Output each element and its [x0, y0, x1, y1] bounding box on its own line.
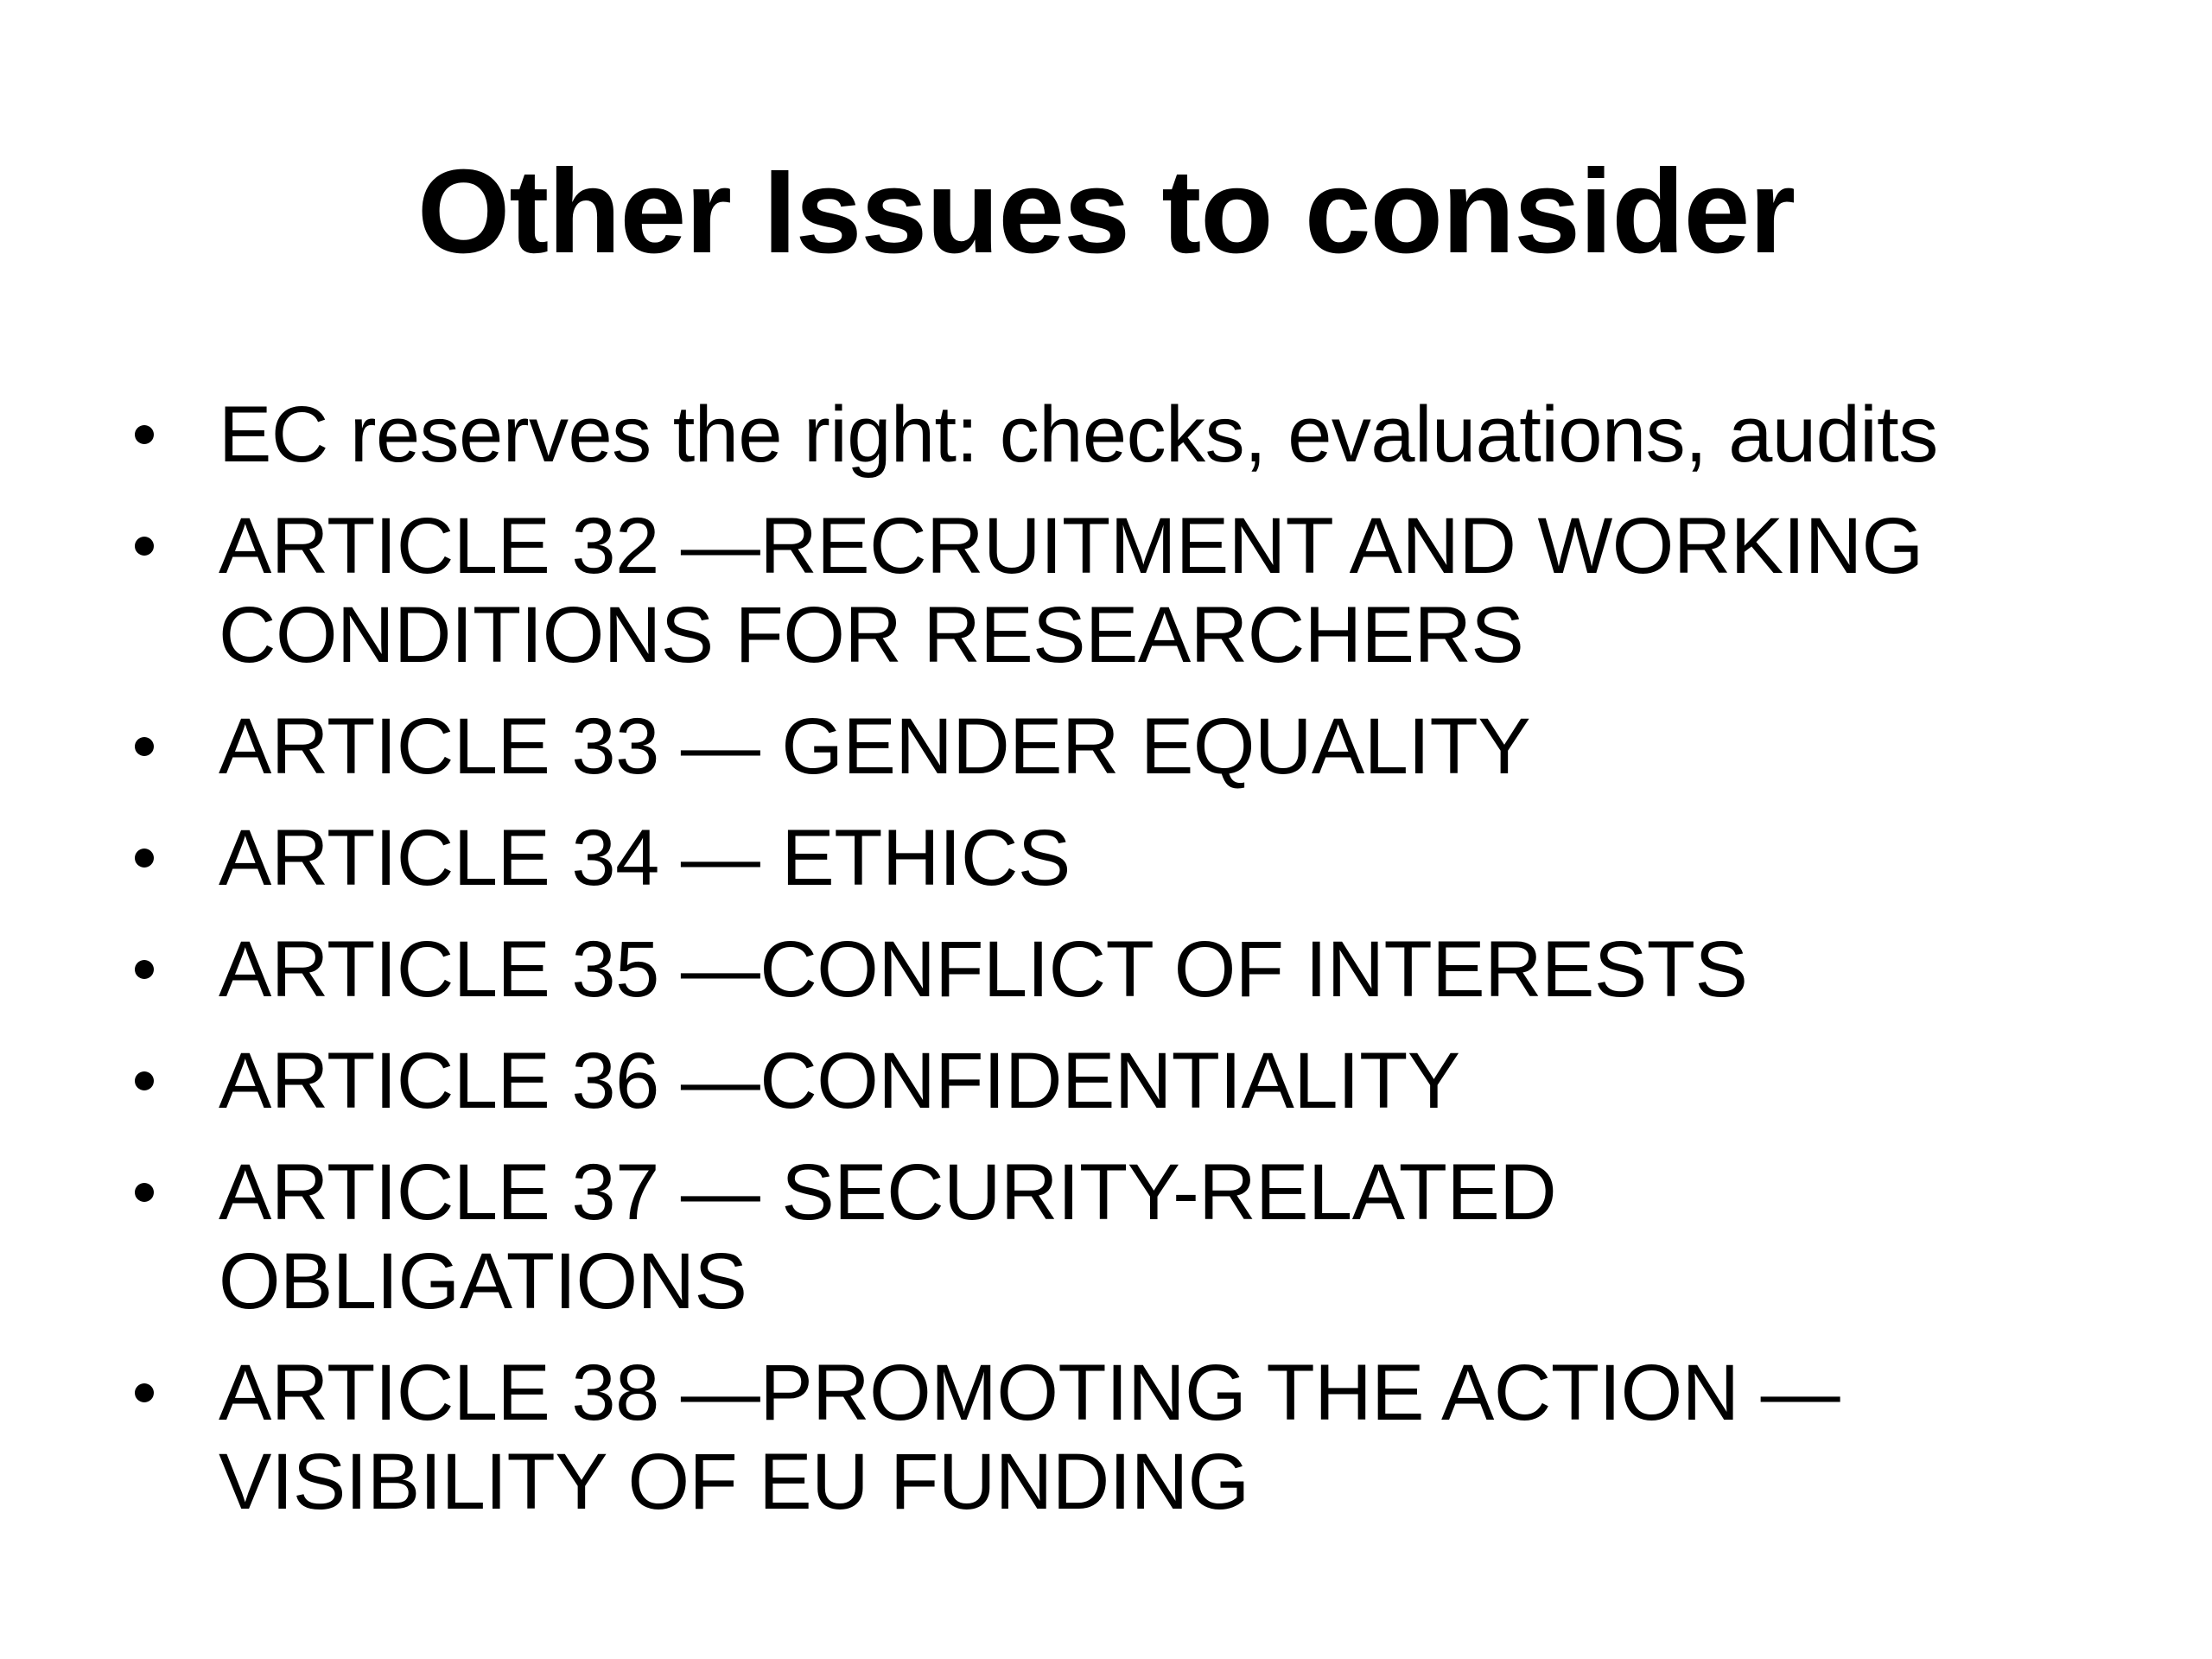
bullet-text: ARTICLE 37 — SECURITY-RELATED OBLIGATIONS — [219, 1148, 1557, 1325]
bullet-text: EC reserves the right: checks, evaluations, audits — [219, 391, 1938, 479]
bullet-dot-icon — [135, 425, 154, 444]
bullet-item — [128, 1148, 2098, 1326]
bullet-text: ARTICLE 34 — ETHICS — [219, 814, 1071, 902]
slide-title: Other Issues to consider — [416, 145, 1796, 278]
bullet-item — [128, 1349, 2098, 1527]
bullet-dot-icon — [135, 849, 154, 868]
bullet-item — [128, 925, 2098, 1014]
bullet-dot-icon — [135, 737, 154, 756]
bullet-dot-icon — [135, 960, 154, 979]
bullet-text: ARTICLE 32 —RECRUITMENT AND WORKING CONDITIONS FOR RESEARCHERS — [219, 502, 1923, 679]
bullet-text: ARTICLE 38 —PROMOTING THE ACTION — VISIBILITY OF EU FUNDING — [219, 1349, 1840, 1526]
bullet-item — [128, 502, 2098, 680]
bullet-item — [128, 702, 2098, 791]
bullet-item — [128, 814, 2098, 903]
bullet-dot-icon — [135, 1183, 154, 1202]
bullet-list — [128, 391, 2098, 1549]
bullet-dot-icon — [135, 1071, 154, 1090]
bullet-item — [128, 1037, 2098, 1126]
bullet-dot-icon — [135, 537, 154, 556]
bullet-text: ARTICLE 36 —CONFIDENTIALITY — [219, 1037, 1460, 1125]
bullet-dot-icon — [135, 1383, 154, 1402]
bullet-item — [128, 391, 2098, 480]
bullet-text: ARTICLE 35 —CONFLICT OF INTERESTS — [219, 925, 1748, 1014]
bullet-text: ARTICLE 33 — GENDER EQUALITY — [219, 702, 1531, 791]
